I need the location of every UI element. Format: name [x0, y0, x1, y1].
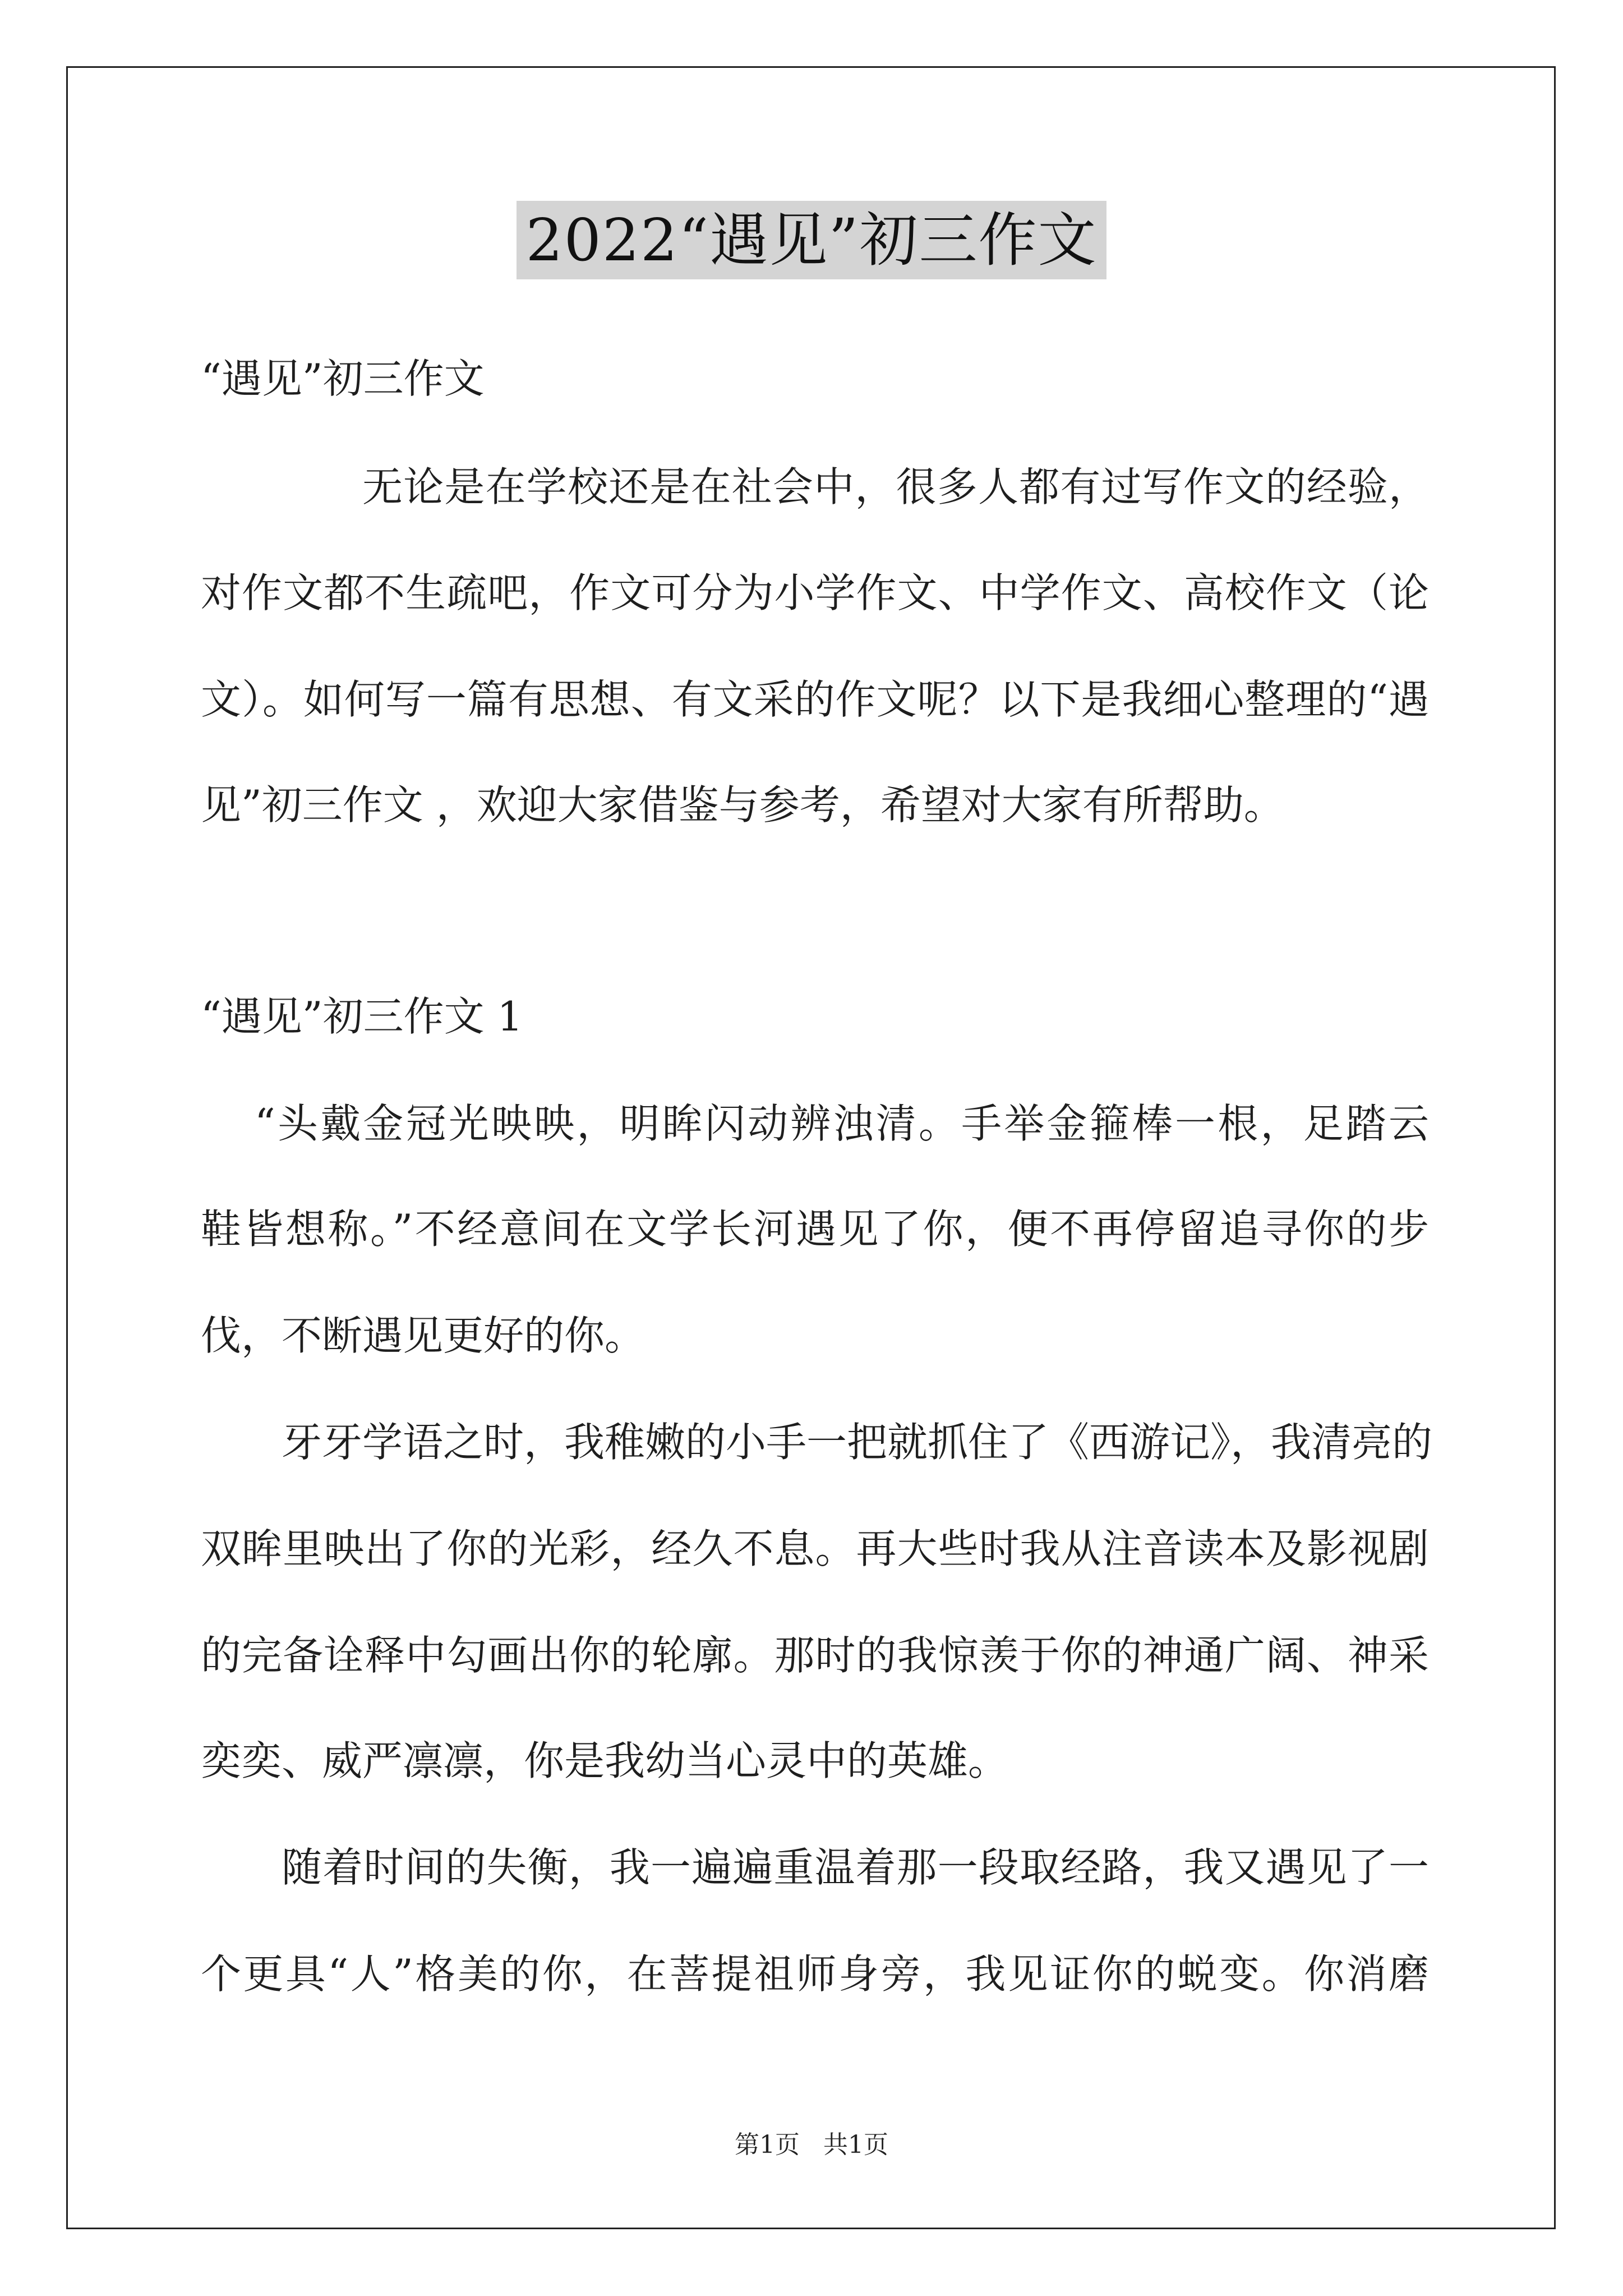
intro-line: 见”初三作文 ，欢迎大家借鉴与参考，希望对大家有所帮助。: [201, 781, 1284, 829]
paragraph-line: 伐，不断遇见更好的你。: [201, 1312, 645, 1359]
title-container: [0, 201, 1623, 279]
intro-line: 无论是在学校还是在社会中，很多人都有过写作文的经验，: [362, 463, 1429, 510]
paragraph-line: 随着时间的失衡，我一遍遍重温着那一段取经路，我又遇见了一: [282, 1844, 1429, 1891]
paragraph-line: 双眸里映出了你的光彩，经久不息。再大些时我从注音读本及影视剧: [201, 1525, 1429, 1572]
paragraph-line: 牙牙学语之时，我稚嫩的小手一把就抓住了《西游记》，我清亮的: [282, 1419, 1433, 1466]
page-footer: [0, 2129, 1623, 2161]
section-heading: “遇见”初三作文 1: [201, 993, 523, 1040]
paragraph-line: “头戴金冠光映映，明眸闪动辨浊清。手举金箍棒一根，足踏云: [255, 1100, 1429, 1147]
intro-line: 对作文都不生疏吧，作文可分为小学作文、中学作文、高校作文（论: [201, 569, 1429, 616]
intro-heading: “遇见”初三作文: [201, 355, 485, 402]
page-number: 第1页: [735, 2131, 800, 2159]
page-total: 共1页: [823, 2131, 888, 2159]
paragraph-line: 的完备诠释中勾画出你的轮廓。那时的我惊羡于你的神通广阔、神采: [201, 1632, 1429, 1679]
intro-line: 文）。如何写一篇有思想、有文采的作文呢？以下是我细心整理的“遇: [201, 676, 1429, 723]
paragraph-line: 奕奕、威严凛凛，你是我幼当心灵中的英雄。: [201, 1737, 1009, 1784]
paragraph-line: 个更具“人”格美的你，在菩提祖师身旁，我见证你的蜕变。你消磨: [201, 1950, 1429, 1998]
paragraph-line: 鞋皆想称。”不经意间在文学长河遇见了你，便不再停留追寻你的步: [201, 1205, 1429, 1253]
document-title: 2022“遇见”初三作文: [517, 201, 1106, 279]
